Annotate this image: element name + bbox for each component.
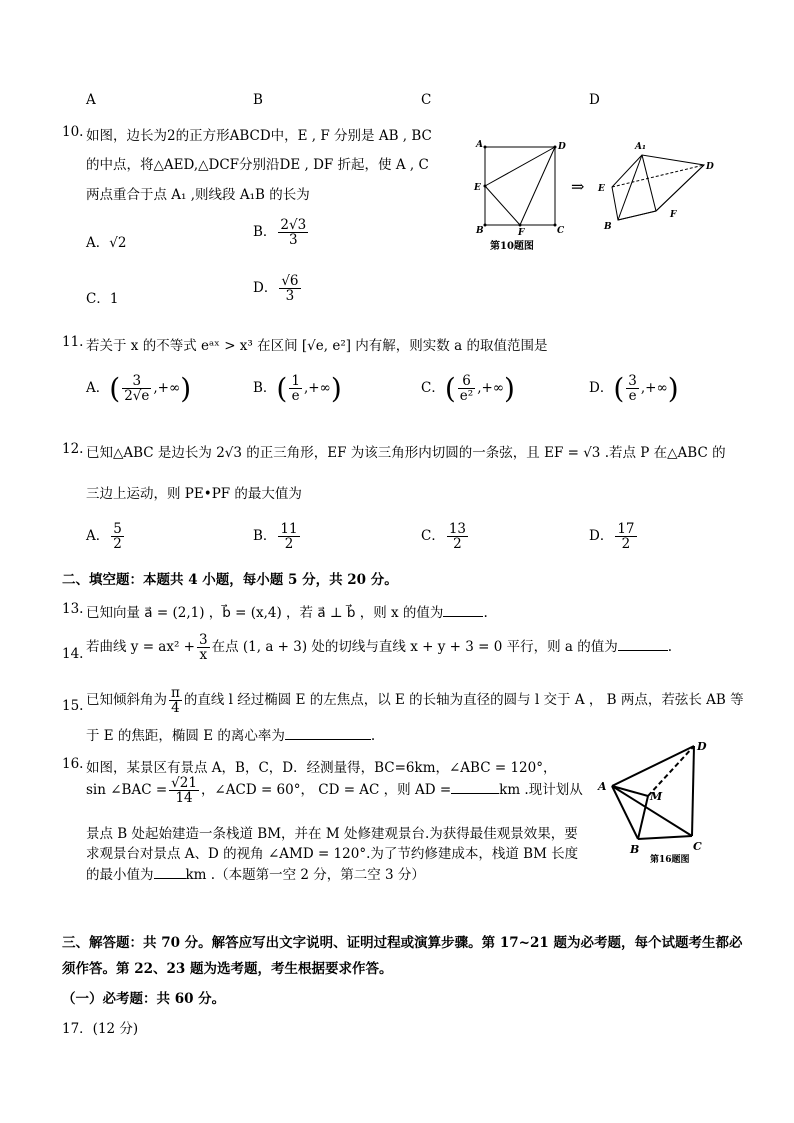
q15-line2: 于 E 的焦距，椭圆 E 的离心率为 . (86, 728, 376, 744)
q12-number: 12. (62, 441, 84, 457)
q10-number: 10. (62, 124, 84, 140)
q16-line4: 求观景台对景点 A、D 的视角 ∠AMD = 120°.为了节约修建成本，栈道 BM 长度 (86, 846, 579, 862)
fig10-label-A: A (476, 140, 483, 150)
q12-option-d: D． $\frac{17}{2}$ (589, 521, 635, 553)
q14-number: 14. (62, 646, 84, 662)
fig10-label-D: D (558, 142, 566, 152)
q10-line3: 两点重合于点 A₁ ,则线段 A₁B 的长为 (86, 187, 310, 203)
fig16-label-D: D (697, 740, 707, 753)
q13-number: 13. (62, 601, 84, 617)
fig16-label-A: A (598, 780, 607, 793)
top-option-d: D (589, 92, 600, 108)
q16-line5: 的最小值为 km .（本题第一空 2 分，第二空 3 分） (86, 867, 425, 883)
q10-option-a: A．√2 (86, 235, 127, 251)
q16-line2: sin ∠BAC = $\frac{√21}{14}$ ，∠ACD = 60°， CD = AC ，则 AD = km .现计划从 (86, 775, 583, 807)
fig10-label-E2: E (598, 184, 605, 194)
q16-number: 16. (62, 756, 84, 772)
q10-option-d: D． $\frac{√6}{3}$ (253, 273, 299, 305)
q16-figure (594, 738, 734, 868)
section-3-heading: 三、解答题：共 70 分。解答应写出文字说明、证明过程或演算步骤。第 17~21 题为必考题，每个试题考生都必 (62, 935, 743, 951)
fig10-label-E: E (474, 183, 481, 193)
fig10-label-B: B (476, 226, 484, 236)
fig10-label-F2: F (670, 210, 677, 220)
section-3-heading-cont: 须作答。第 22、23 题为选考题，考生根据要求作答。 (62, 961, 393, 977)
fig10-label-B2: B (604, 222, 612, 232)
top-option-a: A (86, 92, 96, 108)
section-2-heading: 二、填空题：本题共 4 小题，每小题 5 分，共 20 分。 (62, 572, 398, 588)
q12-option-c: C． $\frac{13}{2}$ (421, 521, 467, 553)
q12-option-a: A． $\frac{5}{2}$ (86, 521, 122, 553)
fig16-label-B: B (630, 843, 640, 856)
fig10-arrow: ⇒ (571, 177, 585, 196)
subsection-required: （一）必考题：共 60 分。 (62, 991, 226, 1007)
fig10-label-C: C (557, 226, 565, 236)
q14-text: 若曲线 y = ax² + $\frac{3}{x}$ 在点 (1, a + 3) 处的切线与直线 x + y + 3 = 0 平行，则 a 的值为 . (86, 632, 673, 664)
q13-text: 已知向量 a⃗ = (2,1) ，b⃗ = (x,4) ，若 a⃗ ⊥ b⃗ ，则 x 的值为 . (86, 605, 488, 621)
q10-line1: 如图，边长为2的正方形ABCD中，E , F 分别是 AB , BC (86, 128, 432, 144)
top-option-c: C (421, 92, 432, 108)
fig10-label-F: F (518, 228, 525, 238)
q11-number: 11. (62, 334, 84, 350)
q14-answer-blank[interactable] (618, 650, 668, 651)
q16-line3: 景点 B 处起始建造一条栈道 BM，并在 M 处修建观景台.为获得最佳观景效果，要 (86, 826, 578, 842)
q12-line1: 已知△ABC 是边长为 2√3 的正三角形，EF 为该三角形内切圆的一条弦，且 EF = √3 .若点 P 在△ABC 的 (86, 445, 726, 461)
fig10-caption: 第10题图 (490, 241, 534, 252)
top-option-b: B (253, 92, 263, 108)
q11-text: 若关于 x 的不等式 eᵃˣ > x³ 在区间 [√e, e²] 内有解，则实数 a 的取值范围是 (86, 338, 548, 354)
fig16-caption: 第16题图 (650, 855, 690, 865)
q10-option-c: C．1 (86, 291, 119, 307)
q13-answer-blank[interactable] (443, 616, 483, 617)
q12-line2: 三边上运动，则 PE•PF 的最大值为 (86, 486, 302, 502)
q15-number: 15. (62, 698, 84, 714)
q11-option-b: B．( $\frac{1}{e}$ ,+∞) (253, 372, 342, 405)
q11-option-d: D．( $\frac{3}{e}$ ,+∞) (589, 372, 679, 405)
q11-option-a: A．( $\frac{3}{2√e}$ ,+∞) (86, 372, 192, 405)
q10-option-b: B． $\frac{2√3}{3}$ (253, 217, 307, 249)
q10-line2: 的中点，将△AED,△DCF分别沿DE , DF 折起，使 A , C (86, 157, 429, 173)
q16-answer-blank-1[interactable] (451, 793, 499, 794)
q16-answer-blank-2[interactable] (154, 878, 186, 879)
fig10-label-A1: A₁ (635, 142, 646, 152)
fig16-label-M: M (650, 790, 663, 803)
q10-figure (470, 135, 720, 255)
q15-line1: 已知倾斜角为 $\frac{\pi}{4}$ 的直线 l 经过椭圆 E 的左焦点，以 E 的长轴为直径的圆与 l 交于 A ， B 两点，若弦长 AB 等 (86, 685, 744, 717)
q17-header: 17．(12 分) (62, 1021, 139, 1037)
q15-answer-blank[interactable] (285, 739, 371, 740)
q11-option-c: C．( $\frac{6}{\text{e²}}$ ,+∞) (421, 372, 515, 405)
fig16-label-C: C (693, 840, 702, 853)
q12-option-b: B． $\frac{11}{2}$ (253, 521, 298, 553)
fig10-label-D2: D (706, 162, 714, 172)
q16-line1: 如图，某景区有景点 A，B，C，D．经测量得，BC=6km，∠ABC = 120°， (86, 760, 557, 776)
